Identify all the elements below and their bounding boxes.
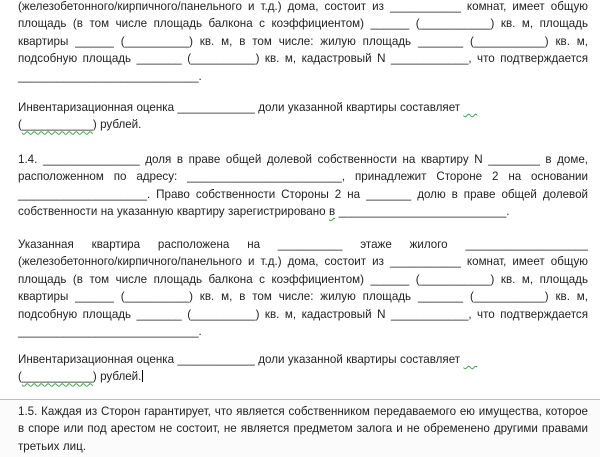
apartment-description-text-1: (железобетонного/кирпичного/панельного и т.д.) дома, состоит из ___________ комнат, имеет общую площадь (в том числе площадь балкона с коэффициентом) ______ (___________) кв. м, площадь квартиры ______ (__________) кв. м, в том числе: жилую площадь _______ (___________) кв. м, подсобную площадь _______ (__________) кв. м, кадастровый N ____________, что подтверждается ____________________________. [18,0,588,83]
section-1-5-text: 1.5. Каждая из Сторон гарантирует, что является собственником передаваемого ею имущества, которое в споре или под арестом не состоит, не является предметом залога и не обременено другими правами третьих лиц. [18,405,588,453]
open-paren-1: ( [18,118,22,132]
valuation-text-2: Инвентаризационная оценка ____________ доли указанной квартиры составляет [18,353,461,366]
open-paren-2: ( [18,370,22,384]
apartment-description-text-2: Указанная квартира расположена на __________ этаже жилого ___________________ (железобетонного/кирпичного/панельного и т.д.) дома, состоит из ___________ комнат, имеет общую площадь (в том числе площадь балкона с коэффициентом) ______ (___________) кв. м, площадь квартиры ______ (__________) кв. м, в том числе: жилую площадь _______ (___________) кв. м, подсобную площадь _______ (__________) кв. м, кадастровый N ____________, что подтверждается ____________________________. [18,238,588,339]
paragraph-apartment-description-2[interactable] [18,236,588,340]
valuation-amount-blank-1: ___________ [21,118,93,132]
section-1-4-text: 1.4. _______________ доля в праве общей долевой собственности на квартиру N ________ в доме, расположенном по адресу: ________________________, принадлежит Стороне 2 на основании ____________________. Право собственности Стороны 2 на _______ долю в праве общей долевой собственности на указанную квартиру зарегистрировано [18,153,588,219]
paragraph-inventory-valuation-2[interactable] [18,351,588,386]
spellcheck-underline-1 [463,101,477,114]
paragraph-section-1-5[interactable] [18,403,588,455]
rubles-label-2: ) рублей. [92,370,142,384]
paragraph-section-1-4[interactable] [18,151,588,221]
valuation-amount-blank-2: ___________ [21,370,93,384]
paragraph-inventory-valuation-1[interactable] [18,99,588,134]
rubles-label-1: ) рублей. [92,118,142,132]
section-1-4-ending: __________________________. [335,205,510,219]
valuation-text-1: Инвентаризационная оценка ____________ доли указанной квартиры составляет [18,101,461,114]
text-cursor [142,370,143,382]
spellcheck-word-v: в [329,205,336,219]
paragraph-apartment-description-1[interactable] [18,0,588,85]
page-separator [0,399,600,400]
spellcheck-underline-2 [463,353,477,366]
